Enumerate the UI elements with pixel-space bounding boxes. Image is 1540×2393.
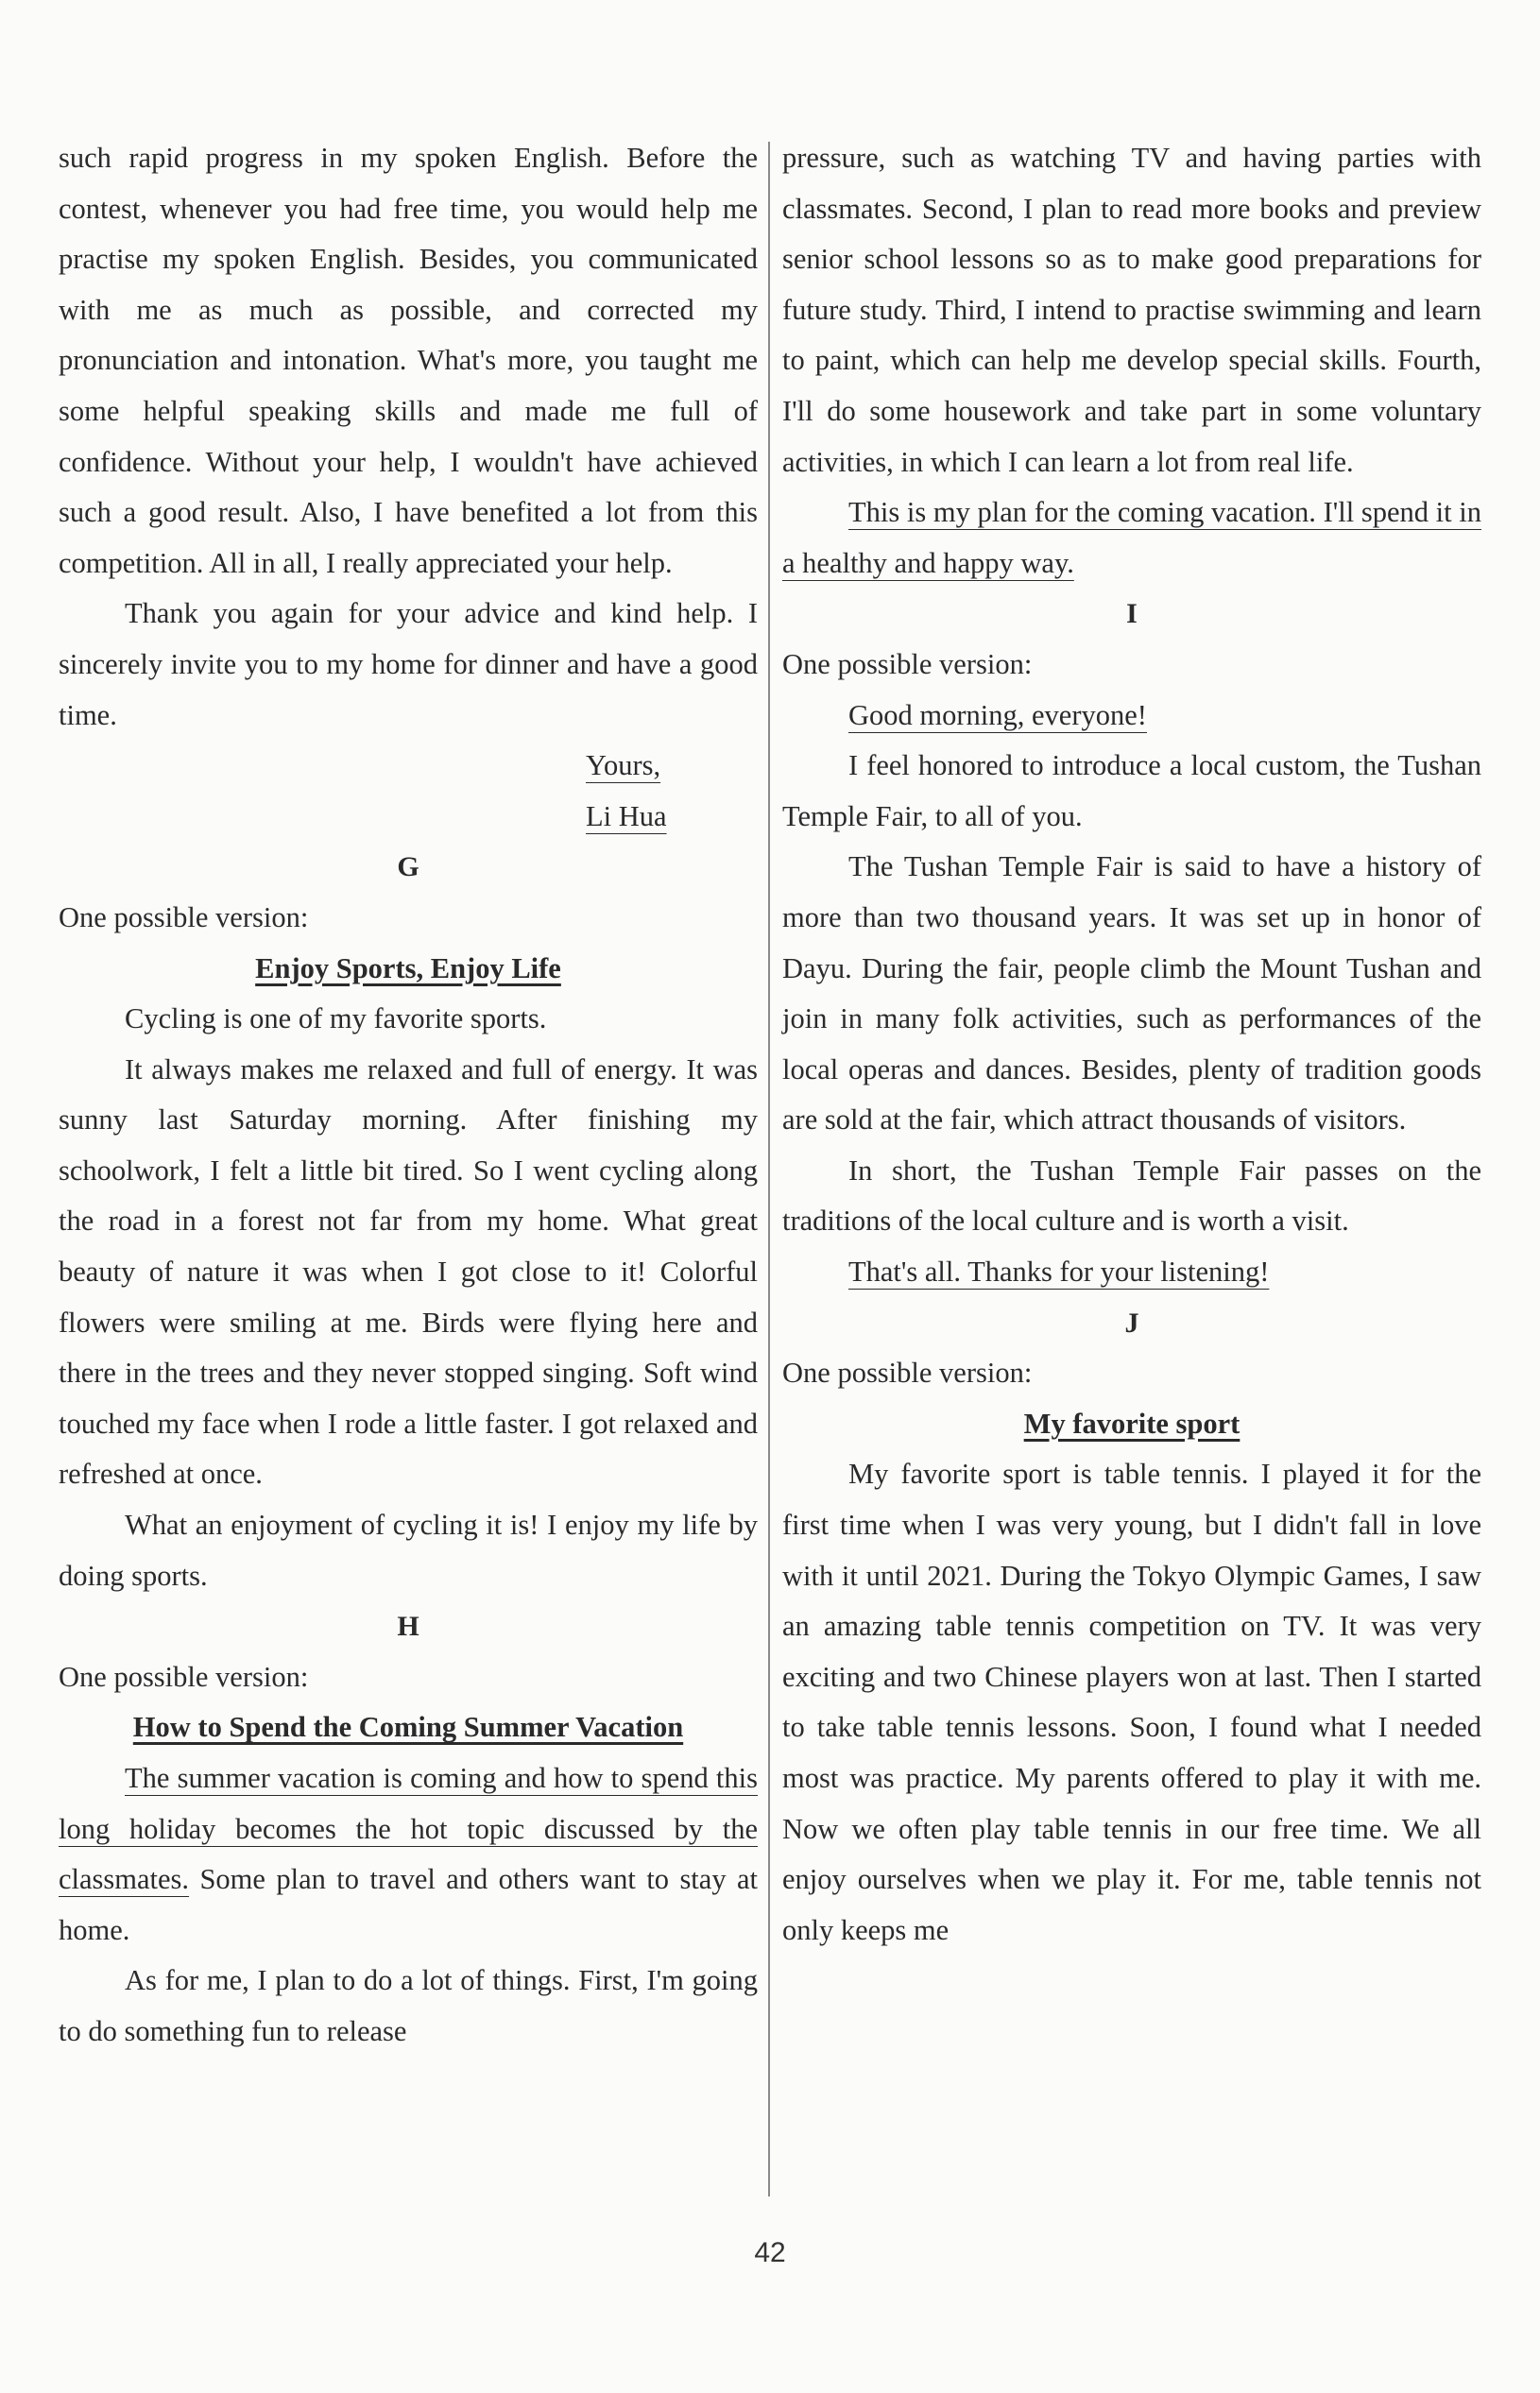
speech-greeting-underlined: Good morning, everyone! (848, 698, 1147, 731)
essay-title-j: My favorite sport (1023, 1407, 1241, 1440)
essay-title-h: How to Spend the Coming Summer Vacation (132, 1711, 684, 1744)
page-number: 42 (754, 2237, 786, 2268)
speech-paragraph-3: In short, the Tushan Temple Fair passes on the traditions of the local culture and is worth a visit. (782, 1154, 1481, 1238)
speech-greeting (782, 691, 1481, 742)
speech-ending (782, 1247, 1481, 1298)
essay-h-rest-sentence: Some plan to travel and others want to stay at home. (59, 1863, 758, 1946)
closing-word: Yours, (586, 749, 661, 782)
section-letter-g: G (397, 851, 419, 883)
section-letter-i: I (1126, 598, 1138, 630)
left-column (59, 133, 758, 2058)
letter-signature (59, 792, 758, 843)
essay-j-paragraph-1: My favorite sport is table tennis. I played it for the first time when I was very young, but I didn't fall in love with it until 2021. During the Tokyo Olympic Games, I saw an amazing table tennis competition on TV. It was very exciting and two Chinese players won at last. Then I started to take table tennis lessons. Soon, I found what I needed most was practice. My parents offered to play it with me. Now we often play table tennis in our free time. We all enjoy ourselves when we play it. For me, table tennis not only keeps me (782, 1458, 1481, 1946)
essay-g-paragraph-1: Cycling is one of my favorite sports. (125, 1002, 547, 1035)
speech-paragraph-2: The Tushan Temple Fair is said to have a history of more than two thousand years. It was set up in honor of Dayu. During the fair, people climb the Mount Tushan and join in many folk activities, such as performances of the local operas and dances. Besides, plenty of tradition goods are sold at the fair, which attract thousands of visitors. (782, 850, 1481, 1137)
letter-closing (59, 741, 758, 792)
signature-name: Li Hua (586, 799, 667, 832)
version-label-i: One possible version: (782, 647, 1033, 680)
section-letter-j: J (1124, 1307, 1139, 1339)
essay-h-paragraph-2: As for me, I plan to do a lot of things. First, I'm going to do something fun to release (59, 1964, 758, 2047)
essay-g-paragraph-3: What an enjoyment of cycling it is! I enjoy my life by doing sports. (59, 1509, 758, 1592)
essay-h-conclusion (782, 487, 1481, 589)
version-label-h: One possible version: (59, 1660, 309, 1693)
version-label-g: One possible version: (59, 900, 309, 933)
essay-h-paragraph-1 (59, 1753, 758, 1956)
speech-ending-underlined: That's all. Thanks for your listening! (848, 1256, 1270, 1289)
letter-body-paragraph: such rapid progress in my spoken English. Before the contest, whenever you had free time, you would help me practise my spoken English. Besides, you communicated with me as much as possible, and corrected my pronunciation and intonation. What's more, you taught me some helpful speaking skills and made me full of confidence. Without your help, I wouldn't have achieved such a good result. Also, I have benefited a lot from this competition. All in all, I really appreciated your help. (59, 142, 758, 579)
essay-h-underlined-sentence: The summer vacation is coming and how to spend this long holiday becomes the hot topic discussed by the classmates. (59, 1762, 758, 1896)
essay-title-g: Enjoy Sports, Enjoy Life (255, 951, 561, 984)
essay-g-paragraph-2: It always makes me relaxed and full of energy. It was sunny last Saturday morning. After finishing my schoolwork, I felt a little bit tired. So I went cycling along the road in a forest not far from my home. What great beauty of nature it was when I got close to it! Colorful flowers were smiling at me. Birds were flying here and there in the trees and they never stopped singing. Soft wind touched my face when I rode a little faster. I got relaxed and refreshed at once. (59, 1052, 758, 1491)
essay-h-paragraph-2-continued: pressure, such as watching TV and having parties with classmates. Second, I plan to read more books and preview senior school lessons so as to make good preparations for future study. Third, I intend to practise swimming and learn to paint, which can help me develop special skills. Fourth, I'll do some housework and take part in some voluntary activities, in which I can learn a lot from real life. (782, 142, 1481, 478)
letter-closing-paragraph: Thank you again for your advice and kind help. I sincerely invite you to my home for dinner and have a good time. (59, 597, 758, 731)
column-divider (768, 142, 770, 2196)
section-letter-h: H (397, 1611, 419, 1643)
version-label-j: One possible version: (782, 1357, 1033, 1390)
right-column (782, 133, 1481, 1956)
essay-h-conclusion-underlined: This is my plan for the coming vacation. I'll spend it in a healthy and happy way. (782, 496, 1481, 579)
speech-paragraph-1: I feel honored to introduce a local custom, the Tushan Temple Fair, to all of you. (782, 749, 1481, 832)
